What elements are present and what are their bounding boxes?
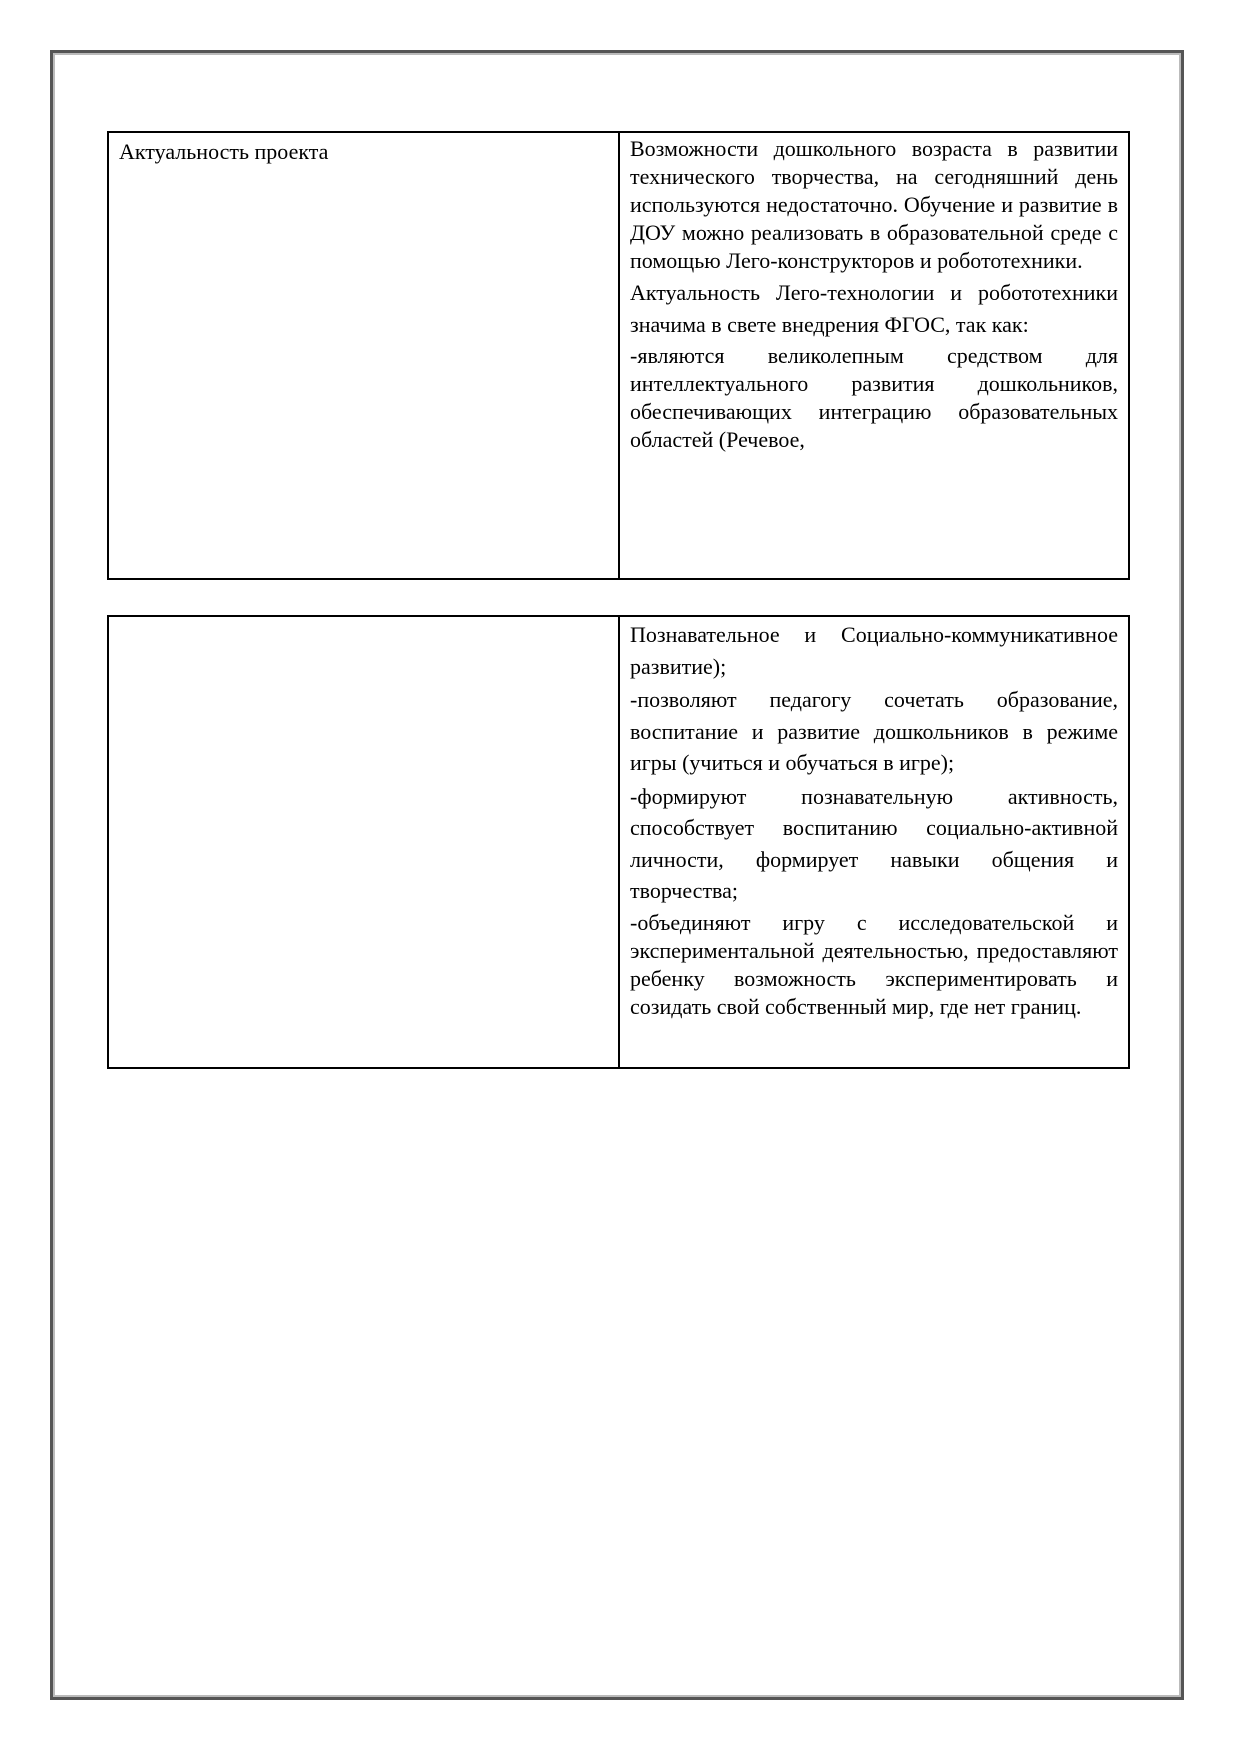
- relevance-paragraph-3: -являются великолепным средством для интеллектуального развития дошкольников, обеспечивающих интеграцию образовательных областей (Речевое,: [630, 343, 1118, 452]
- continuation-empty-cell: [109, 617, 620, 1067]
- continuation-paragraph-2: -позволяют педагогу сочетать образование, воспитание и развитие дошкольников в режиме игры (учиться и обучаться в игре);: [630, 687, 1118, 775]
- continuation-paragraph-3: -формируют познавательную активность, способствует воспитанию социально-активной личности, формирует навыки общения и творчества;: [630, 783, 1118, 903]
- relevance-label-cell: [109, 133, 620, 578]
- relevance-paragraph-2: Актуальность Лего-технологии и робототехники значима в свете внедрения ФГОС, так как:: [630, 280, 1118, 337]
- continuation-paragraph-4: -объединяют игру с исследовательской и экспериментальной деятельностью, предоставляют ребенку возможность экспериментировать и созидать свой собственный мир, где нет границ.: [630, 909, 1118, 1019]
- relevance-label: Актуальность проекта: [119, 139, 329, 164]
- relevance-paragraph-1: Возможности дошкольного возраста в развитии технического творчества, на сегодняшний день используются недостаточно. Обучение и развитие в ДОУ можно реализовать в образовательной среде с помощью Лего-конструкторов и робототехники.: [630, 136, 1118, 273]
- continuation-paragraph-1: Познавательное и Социально-коммуникативное развитие);: [630, 622, 1118, 679]
- continuation-text-cell: [620, 617, 1128, 1067]
- relevance-text-cell: [620, 133, 1128, 578]
- relevance-continuation-table: [107, 615, 1130, 1069]
- project-relevance-table: [107, 131, 1130, 580]
